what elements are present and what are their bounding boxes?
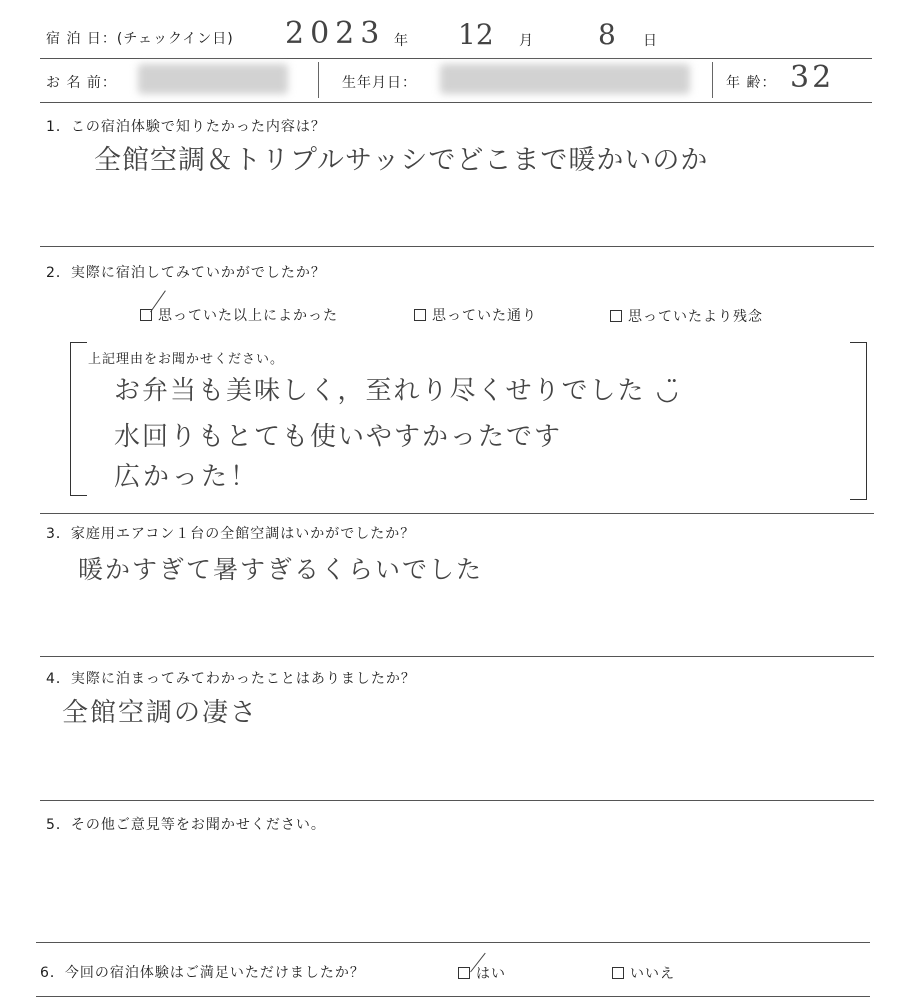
stay-date-label: 宿 泊 日：(チェックイン日) bbox=[46, 31, 234, 47]
q1-answer: 全館空調＆トリプルサッシでどこまで暖かいのか bbox=[94, 145, 709, 176]
q3-divider bbox=[40, 656, 874, 657]
header-separator-1 bbox=[318, 62, 319, 98]
checkbox-icon[interactable] bbox=[414, 309, 426, 321]
q4-divider bbox=[40, 800, 874, 801]
q1-divider bbox=[40, 246, 874, 247]
day-value: 8 bbox=[598, 18, 616, 51]
q3-answer: 暖かすぎて暑すぎるくらいでした bbox=[78, 555, 484, 584]
reason-bracket-left bbox=[70, 342, 87, 496]
q2-reason-label: 上記理由をお聞かせください。 bbox=[88, 352, 285, 367]
year-label: 年 bbox=[394, 33, 409, 49]
q2-option-better[interactable] bbox=[140, 305, 338, 325]
checkbox-icon[interactable] bbox=[612, 967, 624, 979]
month-label: 月 bbox=[519, 33, 534, 49]
q2-question: 2．実際に宿泊してみていかがでしたか？ bbox=[46, 265, 326, 281]
age-value: 32 bbox=[790, 60, 835, 95]
q6-option-yes[interactable] bbox=[458, 963, 506, 983]
q2-reason-line-1: お弁当も美味しく，至れり尽くせりでした ◡̈ bbox=[114, 376, 681, 406]
q2-option-expected[interactable] bbox=[414, 305, 537, 325]
q2-reason-line-2: 水回りもとても使いやすかったです bbox=[114, 422, 563, 452]
birthdate-redacted bbox=[440, 64, 690, 94]
checkbox-checked-icon[interactable] bbox=[458, 967, 470, 979]
q5-question: 5．その他ご意見等をお聞かせください。 bbox=[46, 817, 326, 833]
q2-reason-line-3: 広かった！ bbox=[114, 462, 260, 492]
q2-option-better-label: 思っていた以上によかった bbox=[158, 308, 338, 324]
q6-option-no[interactable] bbox=[612, 963, 675, 983]
q2-option-worse[interactable] bbox=[610, 306, 763, 326]
q3-question: 3．家庭用エアコン１台の全館空調はいかがでしたか？ bbox=[46, 526, 416, 542]
header-separator-2 bbox=[712, 62, 713, 98]
year-value: 2023 bbox=[285, 16, 386, 51]
q4-answer: 全館空調の凄さ bbox=[62, 698, 259, 728]
checkbox-icon[interactable] bbox=[610, 310, 622, 322]
header-divider-2 bbox=[40, 102, 872, 103]
day-label: 日 bbox=[643, 33, 658, 49]
age-label: 年 齢： bbox=[726, 75, 777, 91]
q4-question: 4．実際に泊まってみてわかったことはありましたか？ bbox=[46, 671, 416, 687]
q2-option-worse-label: 思っていたより残念 bbox=[628, 309, 763, 325]
q5-divider bbox=[36, 942, 870, 943]
header-divider-1 bbox=[40, 58, 872, 59]
q2-divider bbox=[40, 513, 874, 514]
name-redacted bbox=[138, 64, 288, 94]
reason-bracket-right bbox=[850, 342, 867, 500]
birth-label: 生年月日： bbox=[342, 75, 417, 91]
q6-divider bbox=[36, 996, 870, 997]
month-value: 12 bbox=[458, 18, 494, 51]
name-label: お 名 前： bbox=[46, 75, 117, 91]
q6-question: 6．今回の宿泊体験はご満足いただけましたか？ bbox=[40, 965, 365, 981]
q1-question: 1．この宿泊体験で知りたかった内容は？ bbox=[46, 119, 326, 135]
q6-option-yes-label: はい bbox=[476, 966, 506, 982]
q6-option-no-label: いいえ bbox=[630, 966, 675, 982]
q2-option-expected-label: 思っていた通り bbox=[432, 308, 537, 324]
